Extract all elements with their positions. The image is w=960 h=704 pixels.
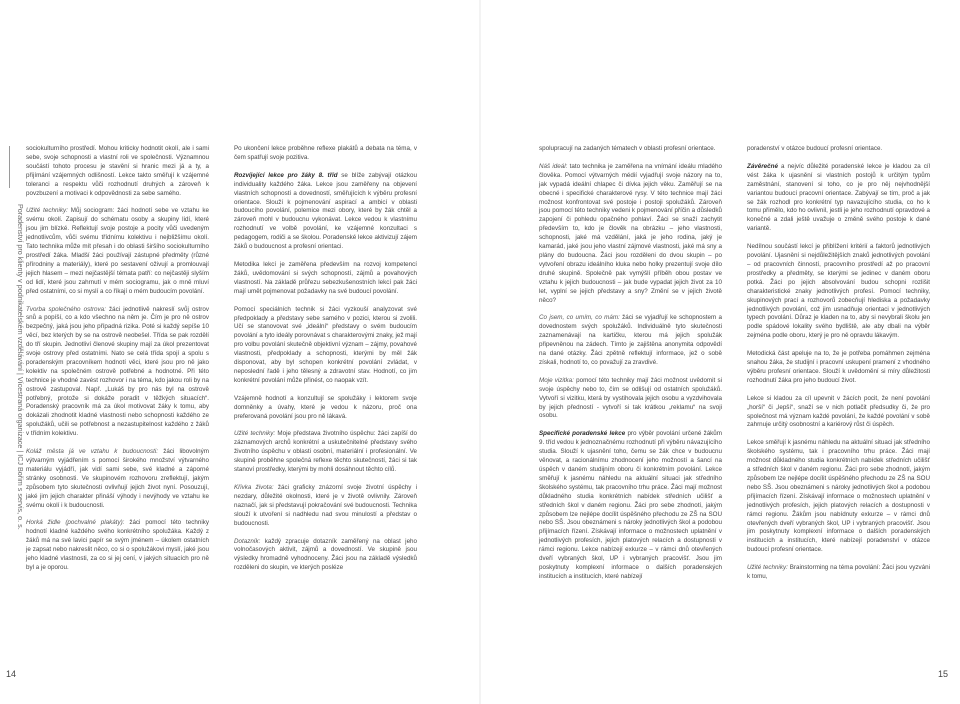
paragraph-text: tato technika je zaměřena na vnímání ideálu mladého člověka. Pomocí výtvarných médií vyjadřují svoje názory na to, jak vypadá ideální chlapec či dívka jejich věku. Zaměřují se na obecné i specifické charakterové rysy. V této technice mají žáci možnost konfrontovat své postoje i postoji spolužáků. Zároveň jsou pomocí této techniky vedeni k pojmenování příčin a důsledků zapojení či pohledu opačného pohlaví. Žáci se snaží zachytit především to, kdo je člověk na obrázku – jeho vlastnosti, schopnosti, jaké má vzdělání, jaká je jeho rodina, jaký je kamarád, jaké jsou jeho vlastní zájmové vlastnosti, jaké má sny a plány do budoucna. Žáci jsou rozděleni do dvou skupin – po vytvoření obrazu ideálního kluka nebo holky prezentují svoje dílo druhé skupině. Společně pak vymýšlí příběh obou postav ve vztahu k jejich budoucnosti – jak bude vypadat jejich život za 10 let, vyplní se jejich představy a sny? Změní se v jejich životě něco? [539, 162, 722, 304]
paragraph-text: pro výběr povolání určené žákům 9. tříd vedou k jednoznačnému rozhodnutí při výběru návazujícího studia. Slouží k ujasnění toho, čemu se žák chce v budoucnu věnovat, a racionálnímu zhodnocení jeho možností a šancí na úspěch v daném studijním oboru či konkrétním povolání. Lekce směřují k jasnému náhledu na aktuální situaci jak středního školského systému, tak pracovního trhu práce. Žáci mají možnost důkladného studia konkrétních nabídek středních učilišť a středních škol v daném regionu. Žáci pro sebe zhodnotí, jakým způsobem lze nejlépe docílit úspěšného přechodu ze ZŠ na SOU nebo SŠ. Jsou obeznámeni s nároky jednotlivých škol a podobou přijímacích řízení. Získávají informace o možnostech uplatnění v jednotlivých profesích, jejich platových relacích a dostupnosti v rámci regionu. Lekce nabízejí exkurze – v rámci dnů otevřených dveří vybraných škol, UP i vybraných pracovišť. Jsou jim poskytnuty komplexní informace o dalších poradenských institucích a institucích, které nabízejí [539, 430, 722, 580]
column-1 [26, 145, 209, 582]
paragraph-text: žáci jednotlivě nakreslí svůj ostrov snů a popíší, co a kdo všechno na něm je. Čím je pro ně ostrov bezpečný, jaká jsou jeho případná rizika. Poté si každý sepíše 10 věcí, bez kterých by se na ostrově neobešel. Třída se pak rozdělí do tří skupin. Jednotliví členové skupiny mají za úkol prezentovat svoje ostrovy před ostatními. Nato se celá třída spojí a spolu s poradenským pracovníkem hodnotí věci, které jsou pro ně jako kolektiv na společném ostrově potřebné a hodnotné. Při této technice je vhodné zavést rozhovor i na téma, kdo jakou roli by na ostrově zastupoval. Např. „Lukáš by pro nás byl na ostrově potřebný, protože si dokáže poradit v těžkých situacích“. Poradenský pracovník má za úkol motivovat žáky k tomu, aby dokázali zhodnotit kladné vlastnosti nebo schopnosti každého ze spolužáků, učili se potřebnost a nezastupitelnost každého z žáků v třídním kolektivu. [26, 305, 209, 438]
paragraph-lead: Moje vizitka: [539, 376, 574, 384]
page-gutter [479, 0, 481, 704]
paragraph-lead: Co jsem, co umím, co mám: [539, 314, 620, 322]
paragraph-lead: Užité techniky: [747, 564, 788, 572]
paragraph [26, 145, 209, 198]
paragraph [539, 163, 722, 306]
paragraph-text: žáci se vyjadřují ke schopnostem a dovednostem svých spolužáků. Individuálně tyto skutečnosti zaznamenávají na kartičku, kterou má jejich spolužák připevněnou na zádech. Tímto je zajištěna anonymita odpovědí na dané otázky. Žáci zpětně reflektují informace, jež o sobě získali, hodnotí to, co považují za zravdivé. [539, 314, 722, 366]
paragraph [747, 145, 930, 154]
page-number-left: 14 [6, 669, 17, 679]
paragraph-text: Vzájemně hodnotí a konzultují se spolužáky i lektorem svoje domněnky a úvahy, které je vedou k názoru, proč ona preferovaná povolání jsou pro ně lákavá. [234, 394, 417, 420]
paragraph-text: žáci libovolným výtvarným vyjádřením s pomocí širokého množství výtvarného materiálu vyjádří, jak vidí sami sebe, své kladné a záporné stránky osobnosti. Ve skupinovém rozhovoru zreflektují, jakým způsobem tyto skutečnosti ovlivňují jejich život nyní. Posouzují, jaké jim jejich charakter přináší výhody i nevýhody ve vztahu ke svému okolí i k budoucnosti. [26, 448, 209, 509]
page-number-right: 15 [938, 669, 949, 679]
paragraph [234, 430, 417, 475]
paragraph [26, 448, 209, 510]
paragraph [747, 163, 930, 234]
paragraph [234, 306, 417, 386]
paragraph-text: žáci graficky znázorní svoje životní úspěchy i nezdary, důležité okolnosti, které je v životě ovlivnily. Zároveň naznačí, jak si představují pokračování své budoucnosti. Technika slouží k utvoření si nadhledu nad svou minulostí a představ o budoucnosti. [234, 484, 417, 527]
paragraph-text: a nejvíc důležité poradenské lekce je kladou za cíl vést žáka k ujasnění si vlastních postojů k určitým typům zaměstnání, stanovení si toho, co je pro něj nejvhodnější variantou budoucí pracovní orientace. Zabývají se tím, proč a jak se žák rozhodl pro konkrétní typ navazujícího studia, co ho k tomu přimělo, kdo ho ovlivnil, jestli je jeho rozhodnutí opravdové a konečné a zdali ještě uvažuje o změně svého postoje k dané variantě. [747, 162, 930, 233]
paragraph-lead: Užité techniky: [234, 430, 276, 438]
paragraph-text: spolupracují na zadaných tématech v oblasti profesní orientace. [539, 145, 716, 152]
paragraph-text: Lekce si kladou za cíl upevnit v žácích pocit, že není povolání „horší“ či „lepší“, snaží se v nich potlačit předsudky či, že pro společnost má význam každé povolání, že každé povolání v sobě zahrnuje určitý osobnostní a kariérový růst či úspěch. [747, 394, 930, 429]
column-3 [539, 145, 722, 591]
paragraph [539, 145, 722, 154]
paragraph [234, 261, 417, 297]
paragraph-lead: Horká židle (pochvalné plakáty): [26, 519, 125, 527]
paragraph-lead: Užité techniky: [26, 207, 68, 215]
paragraph [747, 564, 930, 582]
paragraph [26, 519, 209, 572]
paragraph [747, 243, 930, 341]
paragraph [234, 145, 417, 163]
column-2 [234, 145, 417, 582]
paragraph-text: Lekce směřují k jasnému náhledu na aktuální situaci jak středního školského systému, tak i pracovního trhu práce. Žáci mají možnost důkladného studia konkrétních nabídek středních učilišť a středních škol v daném regionu. Žáci pro sebe zhodnotí, jakým způsobem lze nejlépe docílit úspěšného přechodu ze ZŠ na SOU nebo SŠ. Jsou obeznámeni s nároky jednotlivých škol a podobou přijímacích řízení. Získávají informace o možnostech uplatnění v jednotlivých profesích, jejich platových relacích a dostupnosti v rámci regionu. Žákům jsou nabídnuty exkurze – v rámci dnů otevřených dveří vybraných škol, UP i vybraných pracovišť. Jsou jim poskytnuty komplexní informace o dalších poradenských institucích a institucích, které nabízejí poradenství v otázce budoucí profesní orientace. [747, 439, 930, 554]
paragraph-lead: Koláž města já ve vztahu k budoucnosti: [26, 448, 159, 456]
paragraph-text: Pomocí speciálních technik si žáci vyzkouší analyzovat své předpoklady a představy sebe samého v pozici, kterou si zvolili. Učí se stanovovat své „ideální“ představy o svém budoucím povolání a tyto ideály porovnávat s charakterovými znaky, jež mají pro volbu povolání skutečně objektivní význam – zájmy, povahové vlastnosti, předpoklady a schopnosti, kterými by měl žák disponovat, aby byl schopen konkrétní povolání zvládat, v neposlední řadě i jeho tělesný a zdravotní stav. Hodnotí, co jim konkrétní povolání může přinést, co naopak vzít. [234, 305, 417, 384]
paragraph [747, 350, 930, 386]
paragraph-lead: Dotazník: [234, 537, 261, 545]
paragraph [747, 395, 930, 431]
paragraph [539, 314, 722, 367]
paragraph [234, 172, 417, 252]
paragraph [747, 439, 930, 555]
paragraph-lead: Závěrečné [747, 162, 778, 170]
paragraph-text: pomocí této techniky mají žáci možnost uvědomit si svoje úspěchy nebo to, čím se odlišují od ostatních spolužáků. Vytvoří si vizitku, která by vystihovala jejich osobu a vyzdvihovala by jejich předností - vytvoří si tak krátkou „reklamu“ na svoji osobu. [539, 376, 722, 420]
paragraph-text: se blíže zabývají otázkou individuality každého žáka. Lekce jsou zaměřeny na objevení vlastních schopností a dovedností, směřujících k výběru profesní orientace. Slouží k pojmenování aspirací a ambicí v oblasti budoucího povolání, polemice mezi obory, které by žák chtěl a zároveň mohl v budoucnu vykonávat. Lekce vedou k vlastnímu rozhodnutí ve volbě povolání, ke vzájemné konzultaci s pedagogem, rodiči a se školou. Poradenské lekce aktivizují zájem žáků o budoucnost a profesní orientaci. [234, 171, 417, 251]
paragraph-lead: Rozvíjející lekce pro žáky 8. tříd [234, 171, 338, 179]
paragraph-text: Nedílnou součástí lekcí je přiblížení kritérií a faktorů jednotlivých povolání. Ujasnění si nejdůležitějších znaků jednotlivých povolání – od pracovních činností, pracovního prostředí až po pracovní prostředky a předměty, se kterými se jedinec v daném oboru potká. Žáci po jejich absolvování budou schopni rozlišit charakteristické znaky jednotlivých profesí. Pomocí techniky, skupinových prací a rozhovorů zobecňují hlediska a požadavky jednotlivých povolání, což jim usnadňuje orientaci v jednotlivých typech povolání. Důraz je kladen na to, aby si nevybrali školu jen podle spádové lokality svého bydliště, ale aby dbali na výběr zejména podle oboru, který je pro ně opravdu lákavým. [747, 243, 930, 340]
paragraph-text: Můj sociogram: žáci hodnotí sebe ve vztahu ke svému okolí. Zapisují do schématu osoby a skupiny lidí, které jsou jim blízké. Reflektují svoje postoje a pocity vůči uvedeným jednotlivcům, vůči svému třídnímu kolektivu i nejbližšímu okolí. Tato technika může mít přesah i do oblasti širšího sociokulturního prostředí žáka. Mladší žáci používají zástupné předměty (různé přírodniny a materiály), které po sestavení oživují a promlouvají jejich hlasem – mezi nejčastější témata patří: co nejčastěji slyším od lidí, které jsou zahrnutí v mém sociogramu, jak o mně mluví před ostatními, co si myslí a co říkají o mém budoucím povolání. [26, 207, 209, 295]
paragraph-text: žáci pomocí této techniky hodnotí kladné každého svého konkrétního spolužáka. Každý z žáků má na své lavici papír se svým jménem – úkolem ostatních je zapsat nebo nakreslit něco, co si o spolužákovi myslí, jaké jsou jeho kladné vlastnosti, za co si jej cení, v jakých situacích pro ně byl a je oporou. [26, 519, 209, 571]
paragraph [234, 538, 417, 574]
paragraph-text: Po ukončení lekce proběhne reflexe plakátů a debata na téma, v čem spatřují svoje pozitiva. [234, 145, 417, 161]
paragraph-text: Metodika lekcí je zaměřena především na rozvoj kompetencí žáků, uvědomování si svých schopností, zájmů a povahových vlastností. Na základě průřezu sebezkušenostních lekcí pak žáci mají umět pojmenovat požadavky na své budoucí povolání. [234, 260, 417, 295]
paragraph [26, 306, 209, 440]
running-head: Poradenství pro klienty v podnikatelském vzdělávání | Vícestraná organizace | ICJ Bořim s servis, o. s. [16, 204, 25, 530]
paragraph-text: Metodická část apeluje na to, že je potřeba pomáhmen zejména snahou žáka, že studijní i pracovní uskupení pramení z vhodného výběru profesní orientace. Slouží k uvědomění si míry důležitosti rozhodnutí žáka pro jeho budoucí život. [747, 350, 930, 384]
paragraph-lead: Specifické poradenské lekce [539, 430, 626, 438]
paragraph-text: sociokulturního prostředí. Mohou kriticky hodnotit okolí, ale i sami sebe, svoje schopnosti a vlastní roli ve společnosti. Významnou součástí tohoto procesu je stavění si hranic mezi já a ty, a přijímání vzájemných odlišností. Lekce takto směřují k vzájemné toleranci a respektu vůči rozhodnutí druhých a zároveň k povzbuzení a motivaci k odpovědnosti za sebe samého. [26, 145, 209, 197]
paragraph [539, 430, 722, 581]
column-4 [747, 145, 930, 591]
paragraph-text: každý zpracuje dotazník zaměřený na oblast jeho volnočasových aktivit, zájmů a dovedností. Ve skupině jsou výsledky hromadně vyhodnoceny. Žáci jsou na základě výsledků rozděleni do skupin, ve kterých posléze [234, 537, 417, 572]
paragraph-text: Moje představa životního úspěchu: žáci zapíší do záznamových archů konkrétní a uskutečnitelné představy svého životního úspěchu v oblasti osobní, materiální i profesionální. Ve skupině proběhne společná reflexe těchto skutečností, žáci si tak stanoví prostředky, kterými by mohli dosáhnout těchto cílů. [234, 430, 417, 474]
paragraph [26, 207, 209, 296]
paragraph-text: poradenství v otázce budoucí profesní orientace. [747, 145, 883, 152]
paragraph-lead: Křivka života: [234, 484, 274, 491]
paragraph-lead: Tvorba společného ostrova: [26, 305, 106, 313]
paragraph-lead: Náš ideál: [539, 162, 568, 170]
paragraph [234, 484, 417, 529]
paragraph-text: Brainstorming na téma povolání: Žáci jsou vyzváni k tomu, [747, 564, 930, 581]
running-head-rule [9, 146, 10, 188]
paragraph [539, 377, 722, 422]
paragraph [234, 395, 417, 422]
